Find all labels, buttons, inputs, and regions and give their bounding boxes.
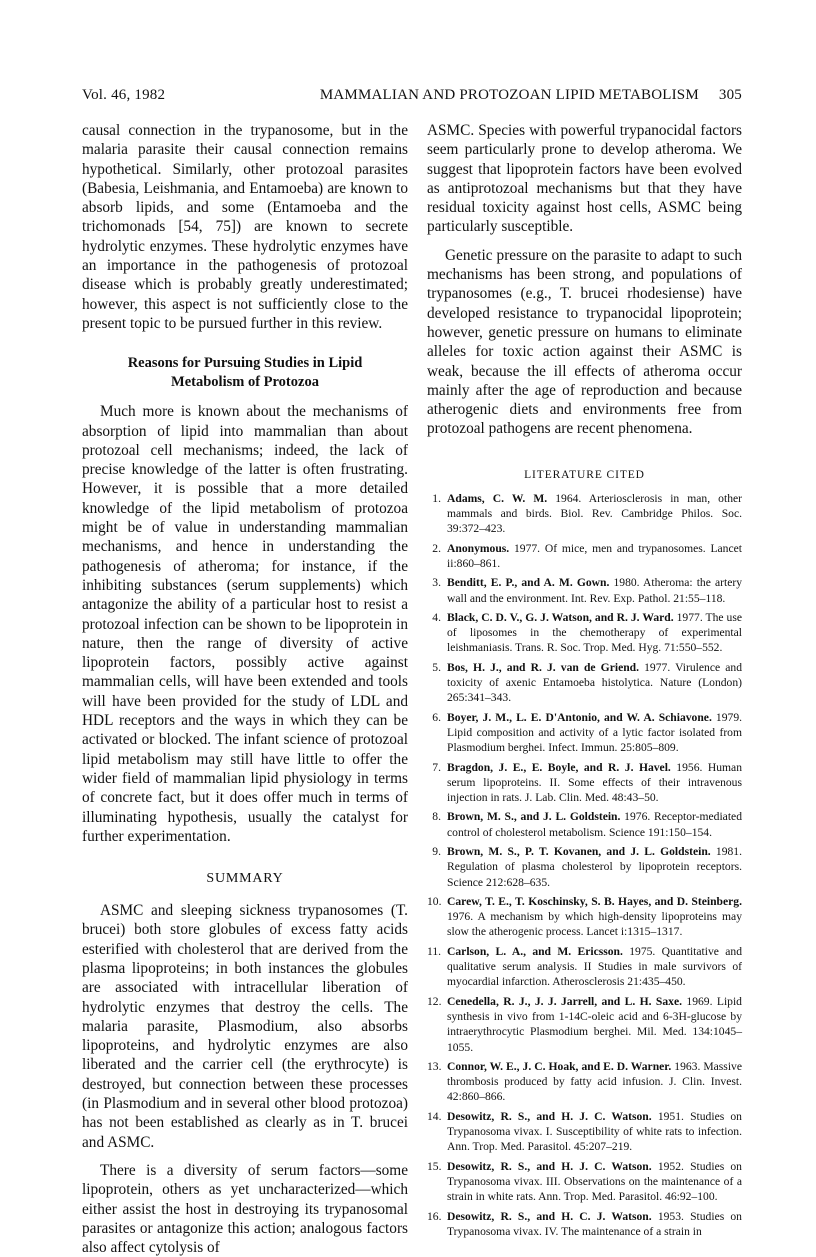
reference-authors: Desowitz, R. S., and H. J. C. Watson. bbox=[447, 1109, 652, 1123]
volume-label: Vol. 46, 1982 bbox=[82, 87, 166, 103]
reference-authors: Black, C. D. V., G. J. Watson, and R. J. Ward. bbox=[447, 610, 674, 624]
reference-text: 1953. Studies on Trypanosoma vivax. IV. The maintenance of a strain in bbox=[447, 1209, 742, 1238]
reference-text: 1980. Atheroma: the artery wall and the environment. Int. Rev. Exp. Pathol. 21:55–118. bbox=[447, 576, 742, 605]
reference-text: 1976. A mechanism by which high-density lipoproteins may slow the atherogenic process. Lancet i:1315–1317. bbox=[447, 910, 742, 939]
reference-text: 1975. Quantitative and qualitative serum analysis. II Studies in male survivors of myocardial infarction. Atherosclerosis 21:435–450. bbox=[447, 944, 742, 989]
reference-authors: Bos, H. J., and R. J. van de Griend. bbox=[447, 660, 640, 674]
reference-item bbox=[427, 660, 742, 706]
reference-authors: Brown, M. S., and J. L. Goldstein. bbox=[447, 810, 621, 824]
paragraph-right-1: ASMC. Species with powerful trypanocidal factors seem particularly prone to develop atheroma. We suggest that lipoprotein factors have been evolved as antiprotozoal mechanisms but that they have residual toxicity against host cells, ASMC being particularly susceptible. bbox=[427, 122, 742, 236]
reference-authors: Bragdon, J. E., E. Boyle, and R. J. Havel. bbox=[447, 760, 671, 774]
reference-text: 1951. Studies on Trypanosoma vivax. I. Susceptibility of white rats to infection. Ann. Trop. Med. Parasitol. 45:207–219. bbox=[447, 1109, 742, 1154]
reference-number: 13. bbox=[427, 1059, 442, 1073]
running-header bbox=[82, 87, 742, 109]
reference-number: 1. bbox=[432, 491, 441, 505]
reference-authors: Boyer, J. M., L. E. D'Antonio, and W. A. Schiavone. bbox=[447, 710, 712, 724]
reference-number: 14. bbox=[427, 1109, 442, 1123]
reference-text: 1956. Human serum lipoproteins. II. Some effects of their intravenous injection in rats. J. Lab. Clin. Med. 48:43–50. bbox=[447, 760, 742, 805]
reference-number: 5. bbox=[432, 660, 441, 674]
left-column bbox=[82, 121, 408, 1257]
section-heading-summary: SUMMARY bbox=[206, 871, 284, 887]
reference-item bbox=[427, 1059, 742, 1105]
reference-number: 8. bbox=[432, 810, 441, 824]
reference-number: 11. bbox=[427, 944, 442, 958]
reference-item bbox=[427, 610, 742, 656]
reference-authors: Benditt, E. P., and A. M. Gown. bbox=[447, 576, 610, 590]
page-number: 305 bbox=[718, 87, 742, 103]
reference-item bbox=[427, 1159, 742, 1205]
section-heading-reasons bbox=[82, 354, 408, 391]
reference-authors: Desowitz, R. S., and H. C. J. Watson. bbox=[447, 1209, 652, 1223]
reference-number: 4. bbox=[432, 610, 441, 624]
reference-authors: Anonymous. bbox=[447, 541, 510, 555]
reference-item bbox=[427, 809, 742, 840]
reference-authors: Brown, M. S., P. T. Kovanen, and J. L. Goldstein. bbox=[447, 844, 711, 858]
reference-item bbox=[427, 491, 742, 537]
reference-text: 1952. Studies on Trypanosoma vivax. III. Observations on the maintenance of a strain in white rats. Ann. Trop. Med. Parasitol. 46:92–100. bbox=[447, 1159, 742, 1204]
paragraph-left-1: causal connection in the trypanosome, but in the malaria parasite their causal connection remains hypothetical. Similarly, other protozoal parasites (Babesia, Leishmania, and Entamoeba) are known to absorb lipids, and some (Entamoeba and the trichomonads [54, 75]) are known to secrete hydrolytic enzymes. These hydrolytic enzymes have an importance in the pathogenesis of protozoal disease which is probably greatly underestimated; however, this aspect is not sufficiently close to the present topic to be pursued further in this review. bbox=[82, 122, 408, 332]
reference-text: 1977. Of mice, men and trypanosomes. Lancet ii:860–861. bbox=[447, 541, 742, 570]
reference-text: 1979. Lipid composition and activity of a lytic factor isolated from Plasmodium berghei. Infect. Immun. 25:805–809. bbox=[447, 710, 743, 755]
reference-authors: Carew, T. E., T. Koschinsky, S. B. Hayes, and D. Steinberg. bbox=[447, 894, 742, 908]
reference-item bbox=[427, 994, 742, 1055]
reference-number: 10. bbox=[427, 894, 442, 908]
reference-authors: Carlson, L. A., and M. Ericsson. bbox=[447, 944, 623, 958]
reference-text: 1977. Virulence and toxicity of axenic Entamoeba histolytica. Nature (London) 265:341–343. bbox=[447, 660, 742, 705]
reference-item bbox=[427, 710, 742, 756]
reference-text: 1976. Receptor-mediated control of cholesterol metabolism. Science 191:150–154. bbox=[447, 810, 742, 839]
running-title-block bbox=[320, 87, 742, 104]
reference-number: 2. bbox=[432, 541, 441, 555]
reference-text: 1981. Regulation of plasma cholesterol by lipoprotein receptors. Science 212:628–635. bbox=[447, 844, 742, 889]
reference-number: 15. bbox=[427, 1159, 442, 1173]
reference-item bbox=[427, 541, 742, 572]
reference-item bbox=[427, 760, 742, 806]
running-title: MAMMALIAN AND PROTOZOAN LIPID METABOLISM bbox=[319, 87, 699, 103]
right-column bbox=[427, 121, 742, 1243]
reference-list bbox=[427, 491, 742, 1239]
reference-item bbox=[427, 944, 742, 990]
reference-authors: Connor, W. E., J. C. Hoak, and E. D. Warner. bbox=[447, 1059, 672, 1073]
reference-number: 9. bbox=[432, 844, 441, 858]
section-heading-reasons-line1: Reasons for Pursuing Studies in Lipid bbox=[127, 355, 363, 372]
section-heading-reasons-line2: Metabolism of Protozoa bbox=[171, 373, 319, 390]
reference-item bbox=[427, 575, 742, 606]
literature-cited-heading: LITERATURE CITED bbox=[524, 468, 645, 481]
paragraph-left-2: Much more is known about the mechanisms of absorption of lipid into mammalian than about protozoal cell mechanisms; indeed, the lack of precise knowledge of the latter is often frustrating. However, it is possible that a more detailed knowledge of the lipid metabolism of protozoa might be of value in understanding mammalian mechanisms, and hence in understanding the pathogenesis of atheroma; for instance, if the inhibiting substances (serum supplements) which antagonize the ability of a particular host to resist a protozoal infection can be shown to be lipoprotein in nature, then the range of diversity of active lipoprotein factors, possibly active against mammalian cells, will have been extended and tools will have been provided for the study of LDL and HDL receptors and the ways in which they can be activated or blocked. The infant science of protozoal lipid metabolism may still have little to offer the wider field of mammalian lipid physiology in terms of concrete fact, but it does offer much in terms of illuminating hypothesis, usually the catalyst for further experimentation. bbox=[82, 403, 408, 845]
reference-text: 1977. The use of liposomes in the chemotherapy of experimental leishmaniasis. Trans. R. Soc. Trop. Med. Hyg. 71:550–552. bbox=[447, 610, 742, 655]
paragraph-right-2: Genetic pressure on the parasite to adapt to such mechanisms has been strong, and populations of trypanosomes (e.g., T. brucei rhodesiense) have developed resistance to trypanocidal lipoprotein; however, genetic pressure on humans to eliminate alleles for toxic action against their ASMC is weak, because the ill effects of atheroma occur mainly after the age of reproduction and because atherogenic diets and environments free from protozoal pathogens are recent phenomena. bbox=[427, 246, 742, 438]
reference-text: 1963. Massive thrombosis produced by fatty acid infusion. J. Clin. Invest. 42:860–866. bbox=[447, 1059, 742, 1104]
reference-authors: Desowitz, R. S., and H. J. C. Watson. bbox=[447, 1159, 652, 1173]
reference-item bbox=[427, 844, 742, 890]
reference-authors: Cenedella, R. J., J. J. Jarrell, and L. H. Saxe. bbox=[447, 994, 683, 1008]
reference-text: 1969. Lipid synthesis in vivo from 1-14C-oleic acid and 6-3H-glucose by intraerythrocytic Plasmodium berghei. Mil. Med. 134:1045–1055. bbox=[447, 994, 742, 1054]
reference-item bbox=[427, 894, 742, 940]
reference-number: 3. bbox=[432, 576, 441, 590]
reference-number: 7. bbox=[432, 760, 441, 774]
reference-item bbox=[427, 1109, 742, 1155]
reference-number: 6. bbox=[432, 710, 441, 724]
reference-authors: Adams, C. W. M. bbox=[447, 491, 548, 505]
reference-text: 1964. Arteriosclerosis in man, other mammals and birds. Biol. Rev. Cambridge Philos. Soc. 39:372–423. bbox=[447, 491, 743, 536]
reference-item bbox=[427, 1209, 742, 1240]
paragraph-left-3: ASMC and sleeping sickness trypanosomes (T. brucei) both store globules of excess fatty acids esterified with cholesterol that are derived from the plasma lipoproteins; in both instances the globules are associated with intracellular liberation of hydrolytic enzymes that destroy the cells. The malaria parasite, Plasmodium, also absorbs lipoproteins, and hydrolytic enzymes are also liberated and the carrier cell (the erythrocyte) is destroyed, but connection between these processes (in Plasmodium and in several other blood protozoa) has not been established as clearly as in T. brucei and ASMC. bbox=[82, 902, 408, 1151]
reference-number: 12. bbox=[427, 994, 442, 1008]
paragraph-left-4: There is a diversity of serum factors—some lipoprotein, others as yet uncharacterized—which either assist the host in destroying its trypanosomal parasites or antagonize this action; analogous factors also affect cytolysis of bbox=[82, 1161, 408, 1257]
reference-number: 16. bbox=[427, 1209, 442, 1223]
